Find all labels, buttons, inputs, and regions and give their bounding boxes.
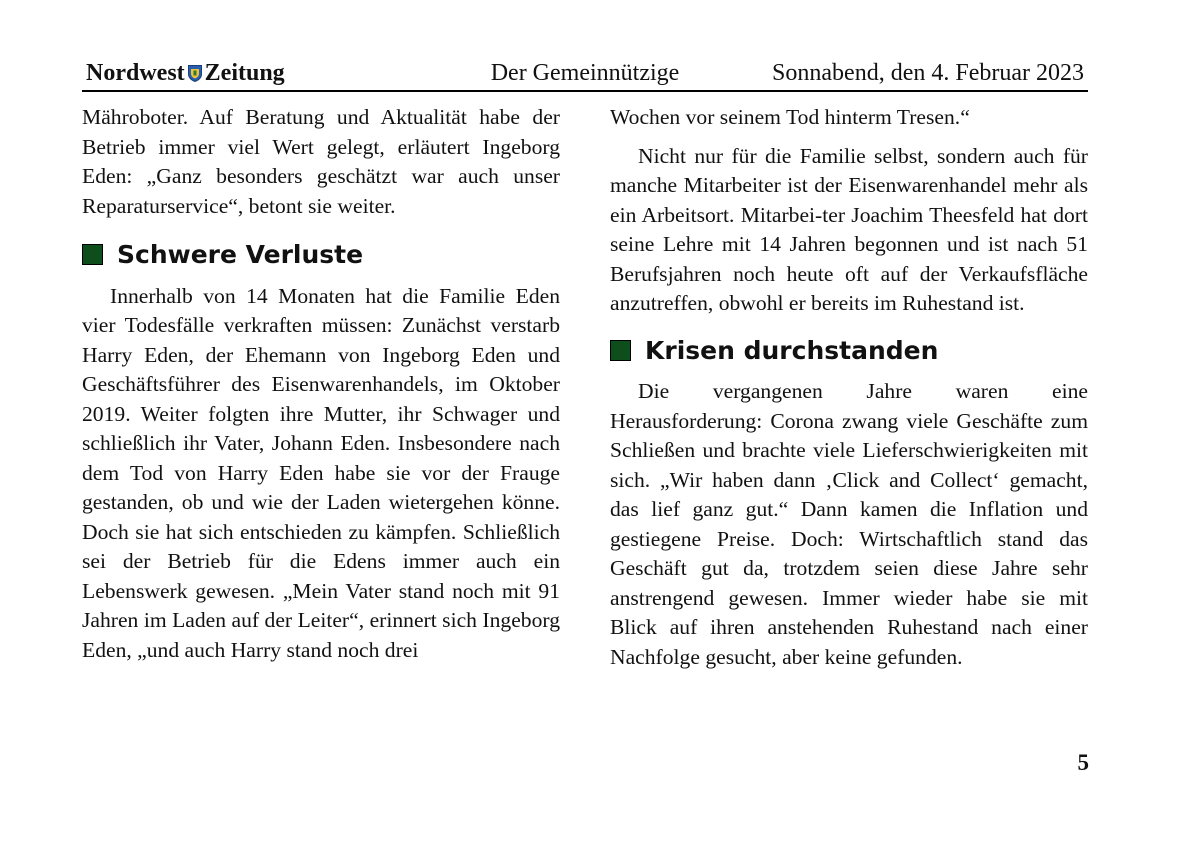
section-heading-krisen-durchstanden (610, 336, 1088, 366)
left-paragraph-2: Innerhalb von 14 Monaten hat die Familie Eden vier Todesfälle verkraften müssen: Zunächst verstarb Harry Eden, der Ehemann von Ingeborg Eden und Geschäftsführer des Eisenwarenhandels, im Oktober 2019. Weiter folgten ihre Mutter, ihr Schwager und schließlich ihr Vater, Johann Eden. Insbesondere nach dem Tod von Harry Eden habe sie vor der Frauge gestanden, ob und wie der Laden wietergehen könne. Doch sie hat sich entschieden zu kämpfen. Schließlich sei der Betrieb für die Edens immer auch ein Lebenswerk gewesen. „Mein Vater stand noch mit 91 Jahren im Laden auf der Leiter“, erinnert sich Ingeborg Eden, „und auch Harry stand noch drei (82, 283, 560, 662)
heading-square-icon (610, 340, 631, 361)
heading-text: Schwere Verluste (117, 240, 364, 269)
section-heading-schwere-verluste (82, 240, 560, 270)
publication-name: Der Gemeinnützige (490, 60, 680, 86)
page-header (82, 56, 1088, 90)
masthead-nordwest: Nordwest (86, 60, 185, 86)
issue-date: Sonnabend, den 4. Februar 2023 (772, 60, 1084, 86)
right-paragraph-2: Nicht nur für die Familie selbst, sondern auch für manche Mitarbeiter ist der Eisenwarenhandel mehr als ein Arbeitsort. Mitarbei-ter Joachim Theesfeld hat dort seine Lehre mit 14 Jahren begonnen und ist nach 51 Berufsjahren noch heute oft auf der Verkaufsfläche anzutreffen, obwohl er bereits im Ruhestand ist. (610, 143, 1088, 315)
left-paragraph-1: Mähroboter. Auf Beratung und Aktualität habe der Betrieb immer viel Wert gelegt, erläutert Ingeborg Eden: „Ganz besonders geschätzt war auch unser Reparaturservice“, betont sie weiter. (82, 105, 560, 218)
right-paragraph-1: Wochen vor seinem Tod hinterm Tresen.“ (610, 105, 970, 129)
header-rule (82, 90, 1088, 92)
page-number: 5 (1077, 750, 1089, 775)
crest-icon (188, 62, 202, 79)
right-paragraph-3: Die vergangenen Jahre waren eine Herausforderung: Corona zwang viele Geschäfte zum Schließen und brachte viele Lieferschwierigkeiten mit sich. „Wir haben dann ‚Click and Collect‘ gemacht, das lief ganz gut.“ Dann kamen die Inflation und gestiegene Preise. Doch: Wirtschaftlich stand das Geschäft gut da, trotzdem seien diese Jahre sehr anstrengend gewesen. Immer wieder habe sie mit Blick auf ihren anstehenden Ruhestand nach einer Nachfolge gesucht, aber keine gefunden. (610, 379, 1088, 669)
heading-square-icon (82, 244, 103, 265)
masthead-zeitung: Zeitung (204, 60, 285, 86)
masthead (86, 60, 285, 87)
right-column (610, 103, 1088, 672)
left-column (82, 103, 560, 665)
heading-text: Krisen durchstanden (645, 335, 939, 365)
